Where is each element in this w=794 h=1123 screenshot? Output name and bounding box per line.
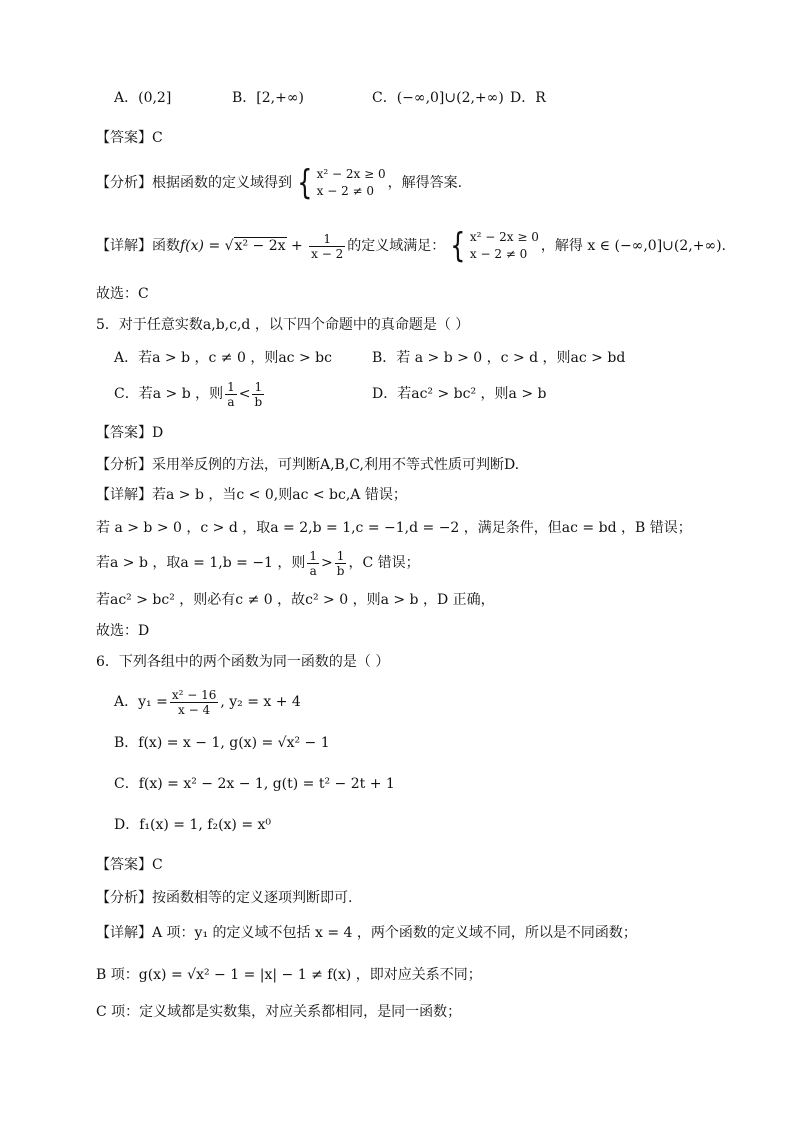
function-expr: f(x) = √x² − 2x + $\frac{1}{x - 2}$ xyxy=(180,231,344,261)
plus-sign: + xyxy=(286,238,308,254)
detail-tag: 【详解】 xyxy=(96,238,152,254)
detail-text: 若a > b ，取a = 1,b = −1 ，则 xyxy=(96,555,306,571)
q6-stem: 6．下列各组中的两个函数为同一函数的是（ ） xyxy=(96,654,390,670)
q5-option-d: D．若ac² > bc² ，则a > b xyxy=(372,386,547,402)
fraction xyxy=(309,232,345,261)
answer-value: C xyxy=(152,130,163,146)
q5-detail-3 xyxy=(96,546,420,580)
q5-choose: 故选：D xyxy=(96,623,150,639)
detail-text: A 项：y₁ 的定义域不包括 x = 4 ，两个函数的定义域不同，所以是不同函数； xyxy=(152,925,637,941)
brace-icon: { xyxy=(450,226,466,266)
option-a-text: A．y₁ = xyxy=(114,694,168,710)
q6-detail-c: C 项：定义域都是实数集，对应关系都相同，是同一函数； xyxy=(96,1004,462,1020)
q5-option-c xyxy=(114,377,266,411)
analysis-tag: 【分析】 xyxy=(96,890,152,906)
fraction xyxy=(252,380,264,409)
fraction-denominator: x − 4 xyxy=(178,702,211,717)
q4-detail xyxy=(96,224,726,268)
greater-than: > xyxy=(321,555,333,571)
answer-tag: 【答案】 xyxy=(96,130,152,146)
analysis-text-end: ，解得答案. xyxy=(387,175,463,191)
answer-tag: 【答案】 xyxy=(96,857,152,873)
detail-tag: 【详解】 xyxy=(96,487,152,503)
system-row-1: x² − 2x ≥ 0 xyxy=(316,167,386,181)
fraction-numerator: 1 xyxy=(309,548,318,563)
fraction xyxy=(225,380,237,409)
fraction-denominator: a xyxy=(227,394,235,409)
answer-tag: 【答案】 xyxy=(96,425,152,441)
equation-system xyxy=(447,226,539,266)
q6-detail-b: B 项：g(x) = √x² − 1 = |x| − 1 ≠ f(x) ，即对应关系不同； xyxy=(96,967,482,983)
option-a-end: , y₂ = x + 4 xyxy=(220,694,301,710)
q5-option-a: A．若a > b ，c ≠ 0 ，则ac > bc xyxy=(114,350,332,366)
q4-option-b: B．[2,+∞) xyxy=(232,90,304,106)
analysis-tag: 【分析】 xyxy=(96,457,152,473)
system-row-2: x − 2 ≠ 0 xyxy=(316,184,375,198)
q4-analysis xyxy=(96,163,462,203)
detail-tag: 【详解】 xyxy=(96,925,152,941)
option-c-text: C．若a > b ，则 xyxy=(114,386,224,402)
fraction-numerator: 1 xyxy=(309,232,345,247)
q6-detail-a xyxy=(96,923,637,943)
q5-answer xyxy=(96,423,163,443)
detail-mid: 的定义域满足： xyxy=(347,238,446,254)
fraction xyxy=(170,688,219,717)
fraction-numerator: 1 xyxy=(252,380,264,395)
q4-option-d: D．R xyxy=(510,90,546,106)
q6-analysis xyxy=(96,888,352,908)
q4-option-c: C．(−∞,0]∪(2,+∞) xyxy=(372,90,504,106)
analysis-text: 根据函数的定义域得到 xyxy=(152,175,292,191)
q5-detail-2: 若 a > b > 0 ，c > d ，取a = 2,b = 1,c = −1,d = −2 ，满足条件，但ac = bd ，B 错误； xyxy=(96,520,692,536)
q4-answer xyxy=(96,128,163,148)
q5-stem: 5．对于任意实数a,b,c,d ，以下四个命题中的真命题是（ ） xyxy=(96,317,470,333)
q6-option-a xyxy=(114,684,301,720)
q6-option-b: B．f(x) = x − 1, g(x) = √x² − 1 xyxy=(114,735,330,751)
sqrt-content: x² − 2x xyxy=(234,238,286,254)
fraction-numerator: 1 xyxy=(335,549,347,564)
analysis-tag: 【分析】 xyxy=(96,175,152,191)
detail-end: ，解得 x ∈ (−∞,0]∪(2,+∞). xyxy=(540,238,727,254)
fraction-numerator: 1 xyxy=(227,379,235,394)
q5-detail-4: 若ac² > bc² ，则必有c ≠ 0 ，故c² > 0 ，则a > b ，D 正确， xyxy=(96,592,495,608)
detail-text: 函数 xyxy=(152,238,180,254)
fraction-denominator: b xyxy=(336,563,345,578)
fraction-denominator: x − 2 xyxy=(311,246,344,261)
q5-option-b: B．若 a > b > 0 ，c > d ，则ac > bd xyxy=(372,350,626,366)
q6-option-d: D．f₁(x) = 1, f₂(x) = x⁰ xyxy=(114,817,272,833)
detail-text: 若a > b ，当c < 0,则ac < bc,A 错误； xyxy=(152,487,407,503)
equation-system xyxy=(294,163,386,203)
fraction-numerator: x² − 16 xyxy=(171,687,217,702)
fx-label: f(x) = xyxy=(180,238,225,254)
q4-option-a: A．(0,2] xyxy=(114,90,172,106)
analysis-text: 按函数相等的定义逐项判断即可. xyxy=(152,890,353,906)
q6-answer xyxy=(96,855,163,875)
answer-value: D xyxy=(152,425,164,441)
system-row-1: x² − 2x ≥ 0 xyxy=(469,230,539,244)
analysis-text: 采用举反例的方法，可判断A,B,C,利用不等式性质可判断D. xyxy=(152,457,520,473)
system-row-2: x − 2 ≠ 0 xyxy=(469,247,528,261)
fraction xyxy=(335,549,347,578)
fraction-denominator: b xyxy=(254,394,263,409)
less-than: < xyxy=(238,386,251,402)
q6-option-c: C．f(x) = x² − 2x − 1, g(t) = t² − 2t + 1 xyxy=(114,776,395,792)
q5-detail-1 xyxy=(96,485,407,505)
answer-value: C xyxy=(152,857,163,873)
q5-analysis xyxy=(96,455,519,475)
fraction xyxy=(307,549,319,578)
detail-text-end: ，C 错误； xyxy=(348,555,420,571)
fraction-denominator: a xyxy=(309,563,317,578)
q4-choose: 故选：C xyxy=(96,286,149,302)
brace-icon: { xyxy=(297,163,313,203)
